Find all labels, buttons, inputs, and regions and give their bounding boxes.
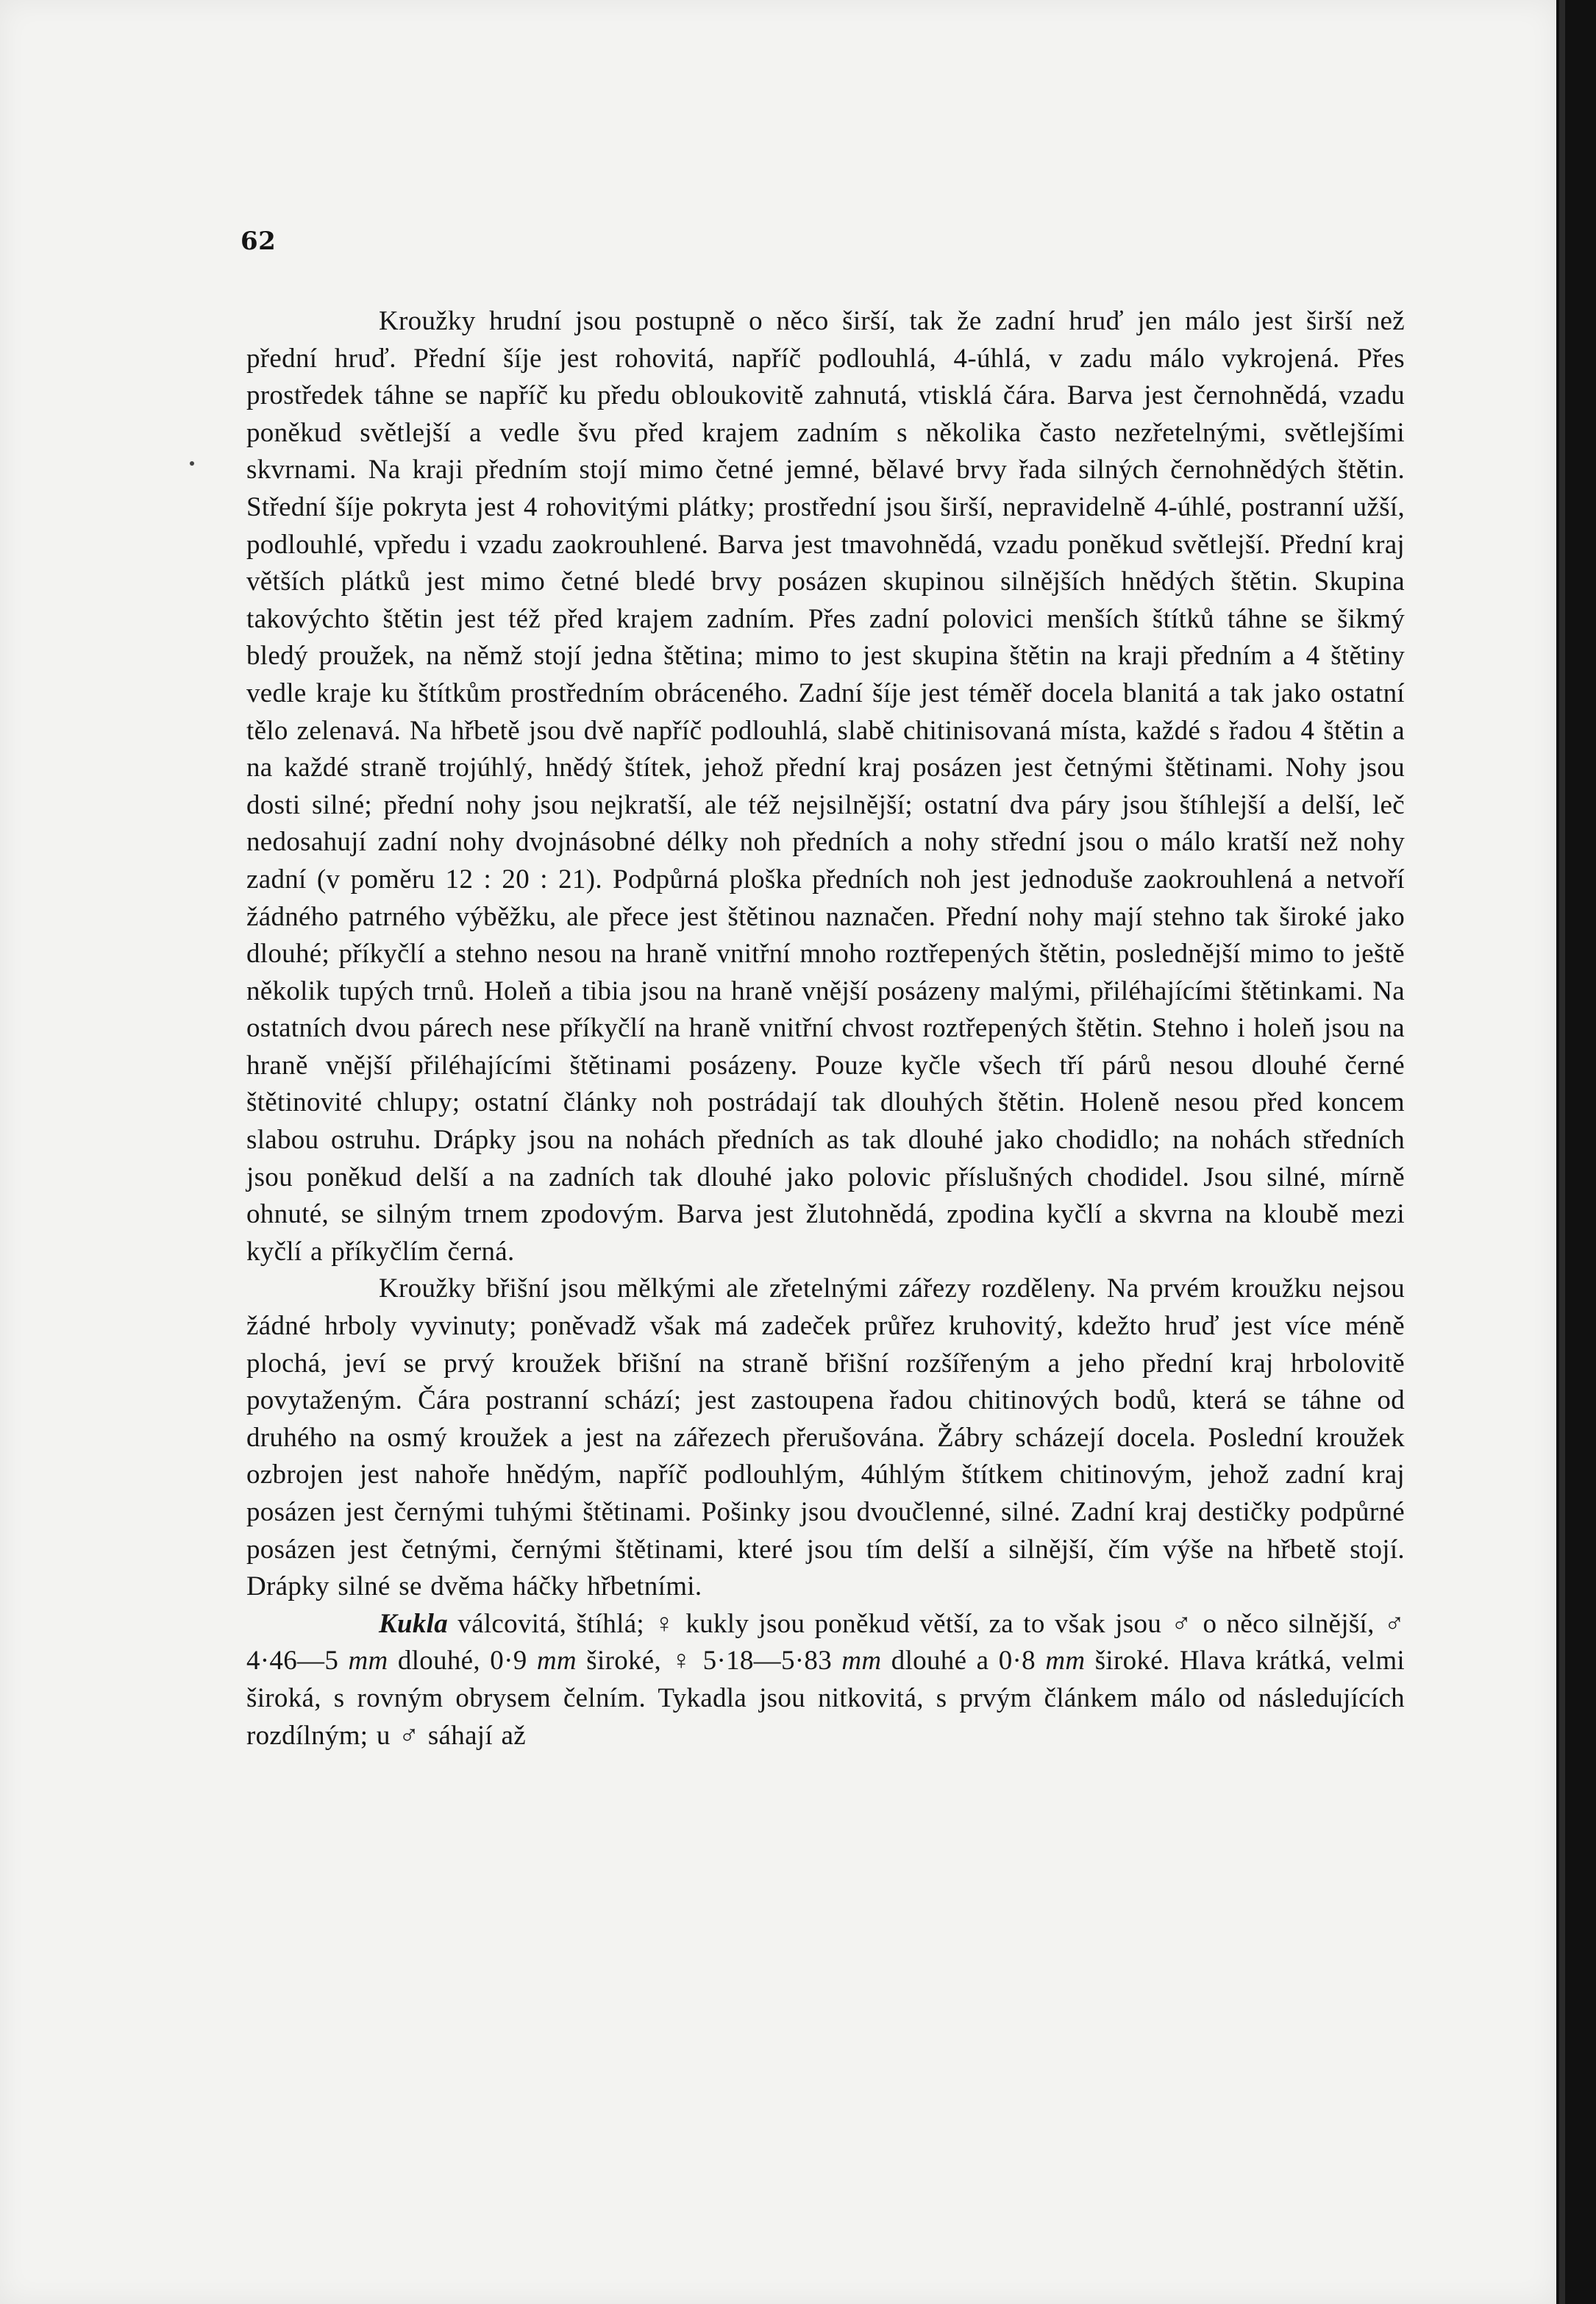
pupa-text-3: široké, ♀ 5·18—5·83 — [576, 1646, 842, 1677]
margin-speck — [190, 461, 194, 466]
paragraph-pupa — [246, 1606, 1405, 1754]
pupa-lead-word: Kukla — [379, 1608, 449, 1639]
unit-mm: mm — [1045, 1646, 1086, 1677]
unit-mm: mm — [536, 1646, 577, 1677]
unit-mm: mm — [348, 1646, 388, 1677]
pupa-text-1: válcovitá, štíhlá; ♀ kukly jsou poněkud větší, za to však jsou ♂ o něco silnější, ♂ 4·46—5 — [246, 1608, 1405, 1677]
paragraph-abdomen: Kroužky břišní jsou mělkými ale zřetelnými zářezy rozděleny. Na prvém kroužku nejsou žádné hrboly vyvinuty; poněvadž však má zadeček průřez kruhovitý, kdežto hruď jest více méně plochá, jeví se prvý kroužek břišní na straně břišní rozšířeným a jeho přední kraj hrbolovitě povytaženým. Čára postranní schází; jest zastoupena řadou chitinových bodů, která se táhne od druhého na osmý kroužek a jest na zářezech přerušována. Žábry scházejí docela. Poslední kroužek ozbrojen jest nahoře hnědým, napříč podlouhlým, 4úhlým štítkem chitinovým, jehož zadní kraj posázen jest černými tuhými štětinami. Pošinky jsou dvoučlenné, silné. Zadní kraj destičky podpůrné posázen jest četnými, černými štětinami, které jsou tím delší a silnější, čím výše na hřbetě stojí. Drápky silné se dvěma háčky hřbetními. — [246, 1273, 1405, 1602]
pupa-text-2: dlouhé, 0·9 — [388, 1646, 537, 1677]
page-number: 62 — [241, 227, 277, 256]
pupa-text-5: široké. Hlava krátká, velmi široká, s rovným obrysem čelním. Tykadla jsou nitkovitá, s prvým článkem málo od následujících rozdílným; u ♂ sáhají až — [246, 1646, 1405, 1751]
paragraph-thorax: Kroužky hrudní jsou postupně o něco širší, tak že zadní hruď jen málo jest širší než přední hruď. Přední šíje jest rohovitá, napříč podlouhlá, 4-úhlá, v zadu málo vykrojená. Přes prostředek táhne se napříč ku předu obloukovitě zahnutá, vtisklá čára. Barva jest černohnědá, vzadu poněkud světlejší a vedle švu před krajem zadním s několika často nezřetelnými, světlejšími skvrnami. Na kraji předním stojí mimo četné jemné, bělavé brvy řada silných černohnědých štětin. Střední šíje pokryta jest 4 rohovitými plátky; prostřední jsou širší, nepravidelně 4-úhlé, postranní užší, podlouhlé, vpředu i vzadu zaokrouhlené. Barva jest tmavohnědá, vzadu poněkud světlejší. Přední kraj větších plátků jest mimo četné bledé brvy posázen skupinou silnějších hnědých štětin. Skupina takovýchto štětin jest též před krajem zadním. Přes zadní polovici menších štítků táhne se šikmý bledý proužek, na němž stojí jedna štětina; mimo to jest skupina štětin na kraji předním a 4 štětiny vedle kraje ku štítkům prostředním obráceného. Zadní šíje jest téměř docela blanitá a tak jako ostatní tělo zelenavá. Na hřbetě jsou dvě napříč podlouhlá, slabě chitinisovaná místa, každé s řadou 4 štětin a na každé straně trojúhlý, hnědý štítek, jehož přední kraj posázen jest četnými štětinami. Nohy jsou dosti silné; přední nohy jsou nejkratší, ale též nejsilnější; ostatní dva páry jsou štíhlejší a delší, leč nedosahují zadní nohy dvojnásobné délky noh předních a nohy střední jsou o málo kratší než nohy zadní (v poměru 12 : 20 : 21). Podpůrná ploška předních noh jest jednoduše zaokrouhlená a netvoří žádného patrného výběžku, ale přece jest štětinou naznačen. Přední nohy mají stehno tak široké jako dlouhé; příkyčlí a stehno nesou na hraně vnitřní mnoho roztřepených štětin, poslednější mimo to ještě několik tupých trnů. Holeň a tibia jsou na hraně vnější posázeny malými, přiléhajícími štětinkami. Na ostatních dvou párech nese příkyčlí na hraně vnitřní chvost roztřepených štětin. Stehno i holeň jsou na hraně vnější přiléhajícími štětinami posázeny. Pouze kyčle všech tří párů nesou dlouhé černé štětinovité chlupy; ostatní články noh postrádají tak dlouhých štětin. Holeně nesou před koncem slabou ostruhu. Drápky jsou na nohách předních as tak dlouhé jako chodidlo; na nohách středních jsou poněkud delší a na zadních tak dlouhé jako polovic příslušných chodidel. Jsou silné, mírně ohnuté, se silným trnem zpodovým. Barva jest žlutohnědá, zpodina kyčlí a skvrna na kloubě mezi kyčlí a příkyčlím černá. — [246, 306, 1405, 1267]
pupa-text-4: dlouhé a 0·8 — [881, 1646, 1046, 1677]
book-binding-edge — [1556, 0, 1596, 2304]
body-text — [246, 303, 1405, 1754]
unit-mm: mm — [841, 1646, 882, 1677]
